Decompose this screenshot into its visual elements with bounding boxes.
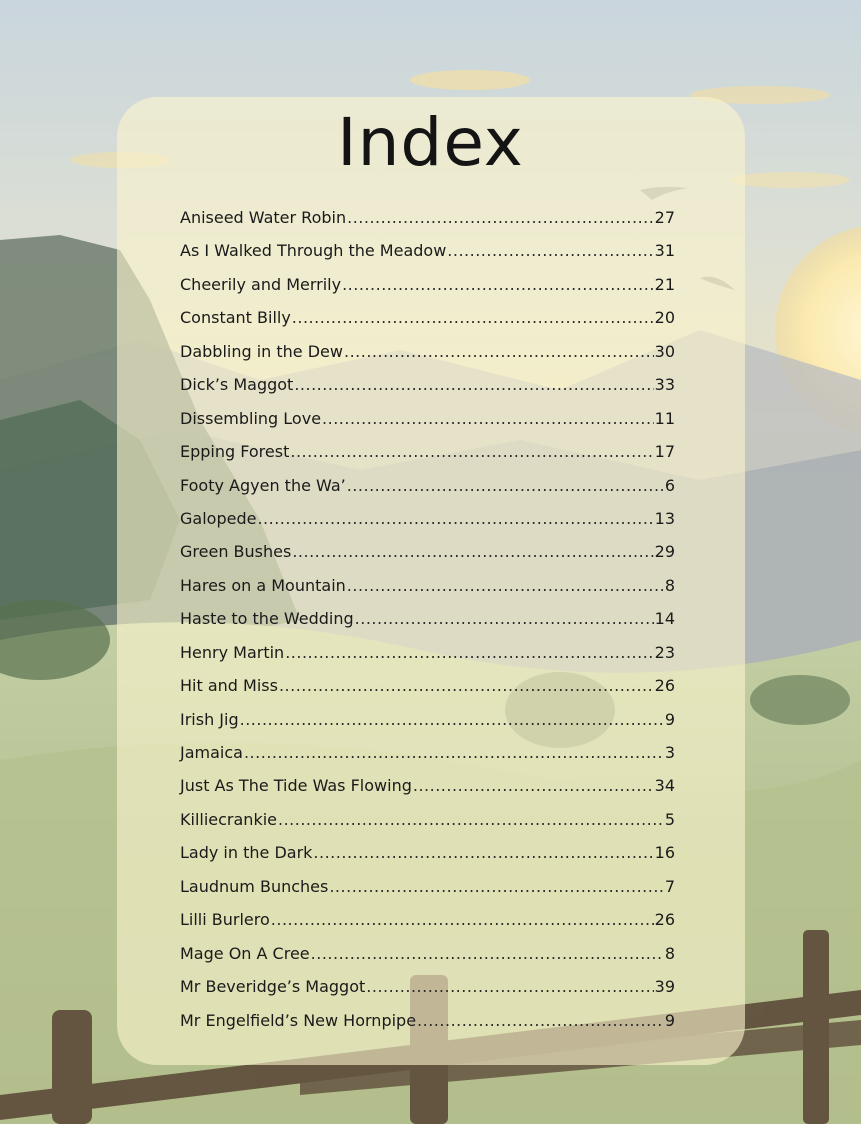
dot-leader — [271, 910, 654, 929]
entry-title: Aniseed Water Robin — [180, 208, 347, 227]
entry-title: Dissembling Love — [180, 408, 322, 428]
dot-leader — [313, 843, 653, 862]
entry-title: Dabbling in the Dew — [180, 341, 343, 361]
index-entry — [180, 542, 675, 575]
entry-page-number: 27 — [654, 208, 675, 227]
entry-title: Mage On A Cree — [180, 943, 310, 963]
entry-page-number: 14 — [654, 609, 675, 629]
entry-page-number: 6 — [664, 475, 675, 495]
dot-leader — [342, 275, 654, 294]
entry-page-number: 20 — [654, 308, 675, 328]
index-entry — [180, 710, 675, 743]
index-entry — [180, 275, 675, 308]
dot-leader — [366, 977, 653, 996]
index-entry — [180, 843, 675, 876]
entry-title: Hit and Miss — [180, 676, 278, 696]
index-entry — [180, 743, 675, 776]
entry-title: Footy Agyen the Wa’ — [180, 475, 346, 495]
entry-title: Just As The Tide Was Flowing — [180, 776, 412, 796]
index-entry — [180, 776, 675, 809]
entry-page-number: 16 — [654, 843, 675, 863]
dot-leader — [447, 241, 653, 260]
entry-title: As I Walked Through the Meadow — [180, 241, 447, 261]
index-entry — [180, 810, 675, 843]
entry-page-number: 26 — [654, 676, 675, 696]
entry-page-number: 3 — [664, 743, 675, 762]
entry-title: Galopede — [180, 508, 257, 528]
index-entry — [180, 509, 675, 542]
dot-leader — [355, 609, 654, 628]
dot-leader — [347, 476, 664, 495]
entry-title: Constant Billy — [180, 308, 291, 328]
entry-title: Jamaica — [180, 743, 243, 762]
entry-page-number: 5 — [664, 809, 675, 829]
index-entry — [180, 676, 675, 709]
index-entry — [180, 241, 675, 274]
dot-leader — [329, 877, 663, 896]
dot-leader — [279, 676, 654, 695]
entry-title: Henry Martin — [180, 642, 285, 662]
dot-leader — [244, 743, 664, 762]
entry-title: Cheerily and Merrily — [180, 274, 342, 294]
dot-leader — [294, 375, 653, 394]
entry-title: Haste to the Wedding — [180, 609, 354, 629]
entry-title: Hares on a Mountain — [180, 575, 346, 595]
index-entry — [180, 877, 675, 910]
index-entry — [180, 977, 675, 1010]
dot-leader — [257, 509, 653, 528]
entry-title: Irish Jig — [180, 709, 239, 729]
dot-leader — [322, 409, 654, 428]
entry-page-number: 26 — [654, 910, 675, 930]
entry-title: Mr Engelfield’s New Hornpipe — [180, 1010, 417, 1030]
dot-leader — [311, 944, 664, 963]
dot-leader — [344, 342, 654, 361]
dot-leader — [278, 810, 664, 829]
entry-title: Dick’s Maggot — [180, 375, 294, 395]
dot-leader — [240, 710, 664, 729]
entry-page-number: 29 — [654, 542, 675, 562]
entry-page-number: 9 — [664, 1010, 675, 1030]
entry-page-number: 17 — [654, 442, 675, 462]
entry-title: Epping Forest — [180, 442, 290, 462]
entry-page-number: 23 — [654, 642, 675, 662]
entry-title: Green Bushes — [180, 542, 292, 562]
dot-leader — [292, 542, 653, 561]
index-entry — [180, 208, 675, 241]
index-entry — [180, 308, 675, 341]
entry-page-number: 31 — [654, 241, 675, 261]
dot-leader — [413, 776, 654, 795]
index-entry — [180, 342, 675, 375]
dot-leader — [417, 1011, 664, 1030]
entry-title: Killiecrankie — [180, 809, 277, 829]
index-entry — [180, 576, 675, 609]
index-entry — [180, 409, 675, 442]
dot-leader — [290, 442, 653, 461]
entry-page-number: 33 — [654, 375, 675, 395]
entry-title: Lilli Burlero — [180, 910, 270, 930]
entry-title: Mr Beveridge’s Maggot — [180, 977, 366, 997]
dot-leader — [292, 308, 654, 327]
entry-page-number: 34 — [654, 776, 675, 796]
entry-page-number: 8 — [664, 575, 675, 595]
dot-leader — [347, 208, 654, 227]
index-entry — [180, 1011, 675, 1044]
entry-page-number: 13 — [654, 508, 675, 528]
entry-page-number: 11 — [654, 408, 675, 428]
entry-page-number: 21 — [654, 274, 675, 294]
index-entry — [180, 442, 675, 475]
entry-page-number: 7 — [664, 876, 675, 896]
index-entry — [180, 375, 675, 408]
dot-leader — [285, 643, 653, 662]
index-list — [180, 208, 675, 1044]
entry-title: Laudnum Bunches — [180, 876, 329, 896]
entry-page-number: 39 — [654, 977, 675, 997]
dot-leader — [347, 576, 664, 595]
index-entry — [180, 609, 675, 642]
index-entry — [180, 643, 675, 676]
index-entry — [180, 476, 675, 509]
index-entry — [180, 910, 675, 943]
index-entry — [180, 944, 675, 977]
page-title: Index — [337, 104, 524, 181]
entry-page-number: 30 — [654, 341, 675, 361]
entry-page-number: 9 — [664, 709, 675, 729]
entry-page-number: 8 — [664, 943, 675, 963]
entry-title: Lady in the Dark — [180, 843, 313, 863]
